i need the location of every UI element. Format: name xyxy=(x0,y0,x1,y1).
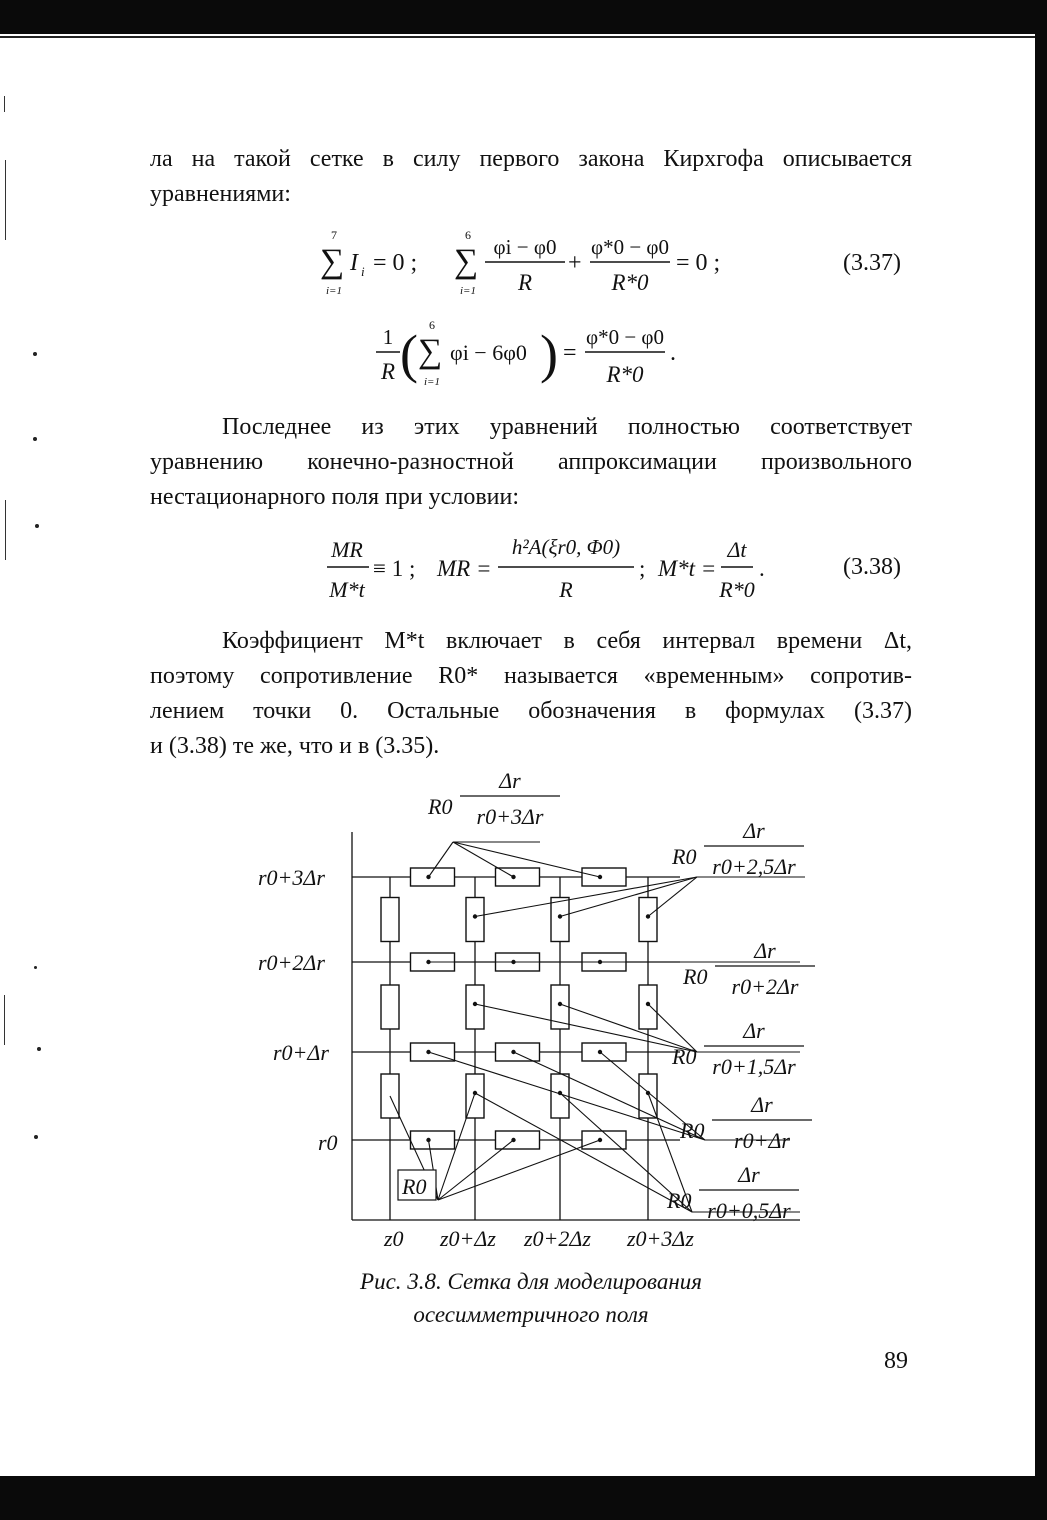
column-label: z0+3Δz xyxy=(627,1226,694,1251)
resistance-annotation xyxy=(671,1018,804,1079)
paragraph-2 xyxy=(150,410,912,515)
sum-lower-limit: i=1 xyxy=(326,285,342,297)
resistance-annotation xyxy=(682,938,815,999)
current-subscript: i xyxy=(361,264,365,279)
column-label: z0+2Δz xyxy=(524,1226,591,1251)
scan-mark xyxy=(5,160,6,240)
fraction-numerator: MR xyxy=(331,537,363,562)
resistance-annotation xyxy=(666,1162,799,1223)
paragraph-2-line-1: Последнее из этих уравнений полностью соответствует xyxy=(222,414,912,440)
resistor-horizontal xyxy=(582,1043,626,1061)
paragraph-2-line-3: нестационарного поля при условии: xyxy=(150,484,519,510)
fraction-numerator: Δt xyxy=(727,537,747,562)
annotation-numerator: Δr xyxy=(743,818,765,843)
plus-sign: + xyxy=(568,250,582,276)
mt-definition: M*t = xyxy=(658,556,717,581)
scan-speck xyxy=(33,437,37,441)
annotation-leader xyxy=(560,877,697,917)
scan-mark xyxy=(5,500,6,560)
annotation-denominator: r0+2Δr xyxy=(731,974,799,999)
annotation-numerator: Δr xyxy=(754,938,776,963)
resistance-annotation xyxy=(427,768,560,829)
annotation-numerator: Δr xyxy=(499,768,521,793)
resistance-annotation xyxy=(671,818,804,879)
page-number: 89 xyxy=(884,1348,908,1374)
resistor-vertical xyxy=(639,985,657,1029)
resistors xyxy=(381,868,657,1149)
paren-close: ) xyxy=(540,324,558,384)
annotation-numerator: Δr xyxy=(743,1018,765,1043)
column-label: z0+Δz xyxy=(440,1226,496,1251)
paragraph-3-line-1: Коэффициент M*t включает в себя интервал времени Δt, xyxy=(222,628,912,654)
sum-sign: ∑ xyxy=(320,243,345,280)
sum-body: φi − 6φ0 xyxy=(450,340,527,365)
paragraph-1-line-2: уравнениями: xyxy=(150,181,291,207)
resistance-annotation xyxy=(679,1092,812,1153)
sum-sign: ∑ xyxy=(418,333,443,370)
annotation-prefix: R0 xyxy=(672,1044,697,1069)
row-label: r0+2Δr xyxy=(258,950,325,975)
equation-number: (3.38) xyxy=(843,554,901,580)
caption-line-1: Рис. 3.8. Сетка для моделирования xyxy=(360,1269,702,1294)
resistor-horizontal xyxy=(411,1131,455,1149)
annotation-leader xyxy=(648,877,697,917)
sum-lower-limit: i=1 xyxy=(460,285,476,297)
equals-zero: = 0 ; xyxy=(676,250,721,276)
equals-sign: = xyxy=(563,340,577,366)
annotation-denominator: r0+0,5Δr xyxy=(707,1198,791,1223)
scan-speck xyxy=(33,352,37,356)
scan-border-line xyxy=(0,36,1047,38)
period: . xyxy=(670,340,676,366)
resistor-vertical xyxy=(381,898,399,942)
fraction-numerator: h²A(ξr0, Φ0) xyxy=(511,535,621,559)
paren-open: ( xyxy=(400,324,418,384)
annotation-numerator: Δr xyxy=(751,1092,773,1117)
separator: ; xyxy=(639,556,646,581)
figure-caption xyxy=(150,1265,912,1331)
row-label: r0+Δr xyxy=(273,1040,329,1065)
scan-mark xyxy=(4,96,5,112)
resistor-vertical xyxy=(551,898,569,942)
paragraph-3-line-4: и (3.38) те же, что и в (3.35). xyxy=(150,733,440,759)
fraction-numerator: φ*0 − φ0 xyxy=(590,235,670,259)
annotation-prefix: R0 xyxy=(672,844,697,869)
annotation-denominator: r0+Δr xyxy=(734,1128,790,1153)
resistor-vertical xyxy=(466,985,484,1029)
grid-figure xyxy=(0,760,1047,1260)
figure-labels xyxy=(258,768,815,1251)
annotation-leader xyxy=(453,842,514,877)
annotation-numerator: Δr xyxy=(738,1162,760,1187)
annotation-denominator: r0+1,5Δr xyxy=(712,1054,796,1079)
resistor-vertical xyxy=(639,898,657,942)
annotation-prefix: R0 xyxy=(428,794,453,819)
r0-label: R0 xyxy=(402,1174,427,1199)
paragraph-3 xyxy=(150,624,912,764)
fraction-denominator: M*t xyxy=(329,577,365,602)
fraction-denominator: R*0 xyxy=(719,577,755,602)
fraction-numerator: 1 xyxy=(382,325,394,349)
annotation-denominator: r0+2,5Δr xyxy=(712,854,796,879)
identity-one: ≡ 1 ; xyxy=(373,556,416,581)
annotation-denominator: r0+3Δr xyxy=(476,804,544,829)
sum-upper-limit: 6 xyxy=(465,228,471,242)
resistor-horizontal xyxy=(496,1043,540,1061)
resistor-vertical xyxy=(381,985,399,1029)
resistor-horizontal xyxy=(582,868,626,886)
annotation-prefix: R0 xyxy=(667,1188,692,1213)
row-label: r0 xyxy=(318,1130,338,1155)
equation-3-38 xyxy=(325,524,795,614)
fraction-denominator: R xyxy=(559,577,573,602)
current-symbol: I xyxy=(350,250,358,276)
resistor-horizontal xyxy=(496,1131,540,1149)
paragraph-3-line-3: лением точки 0. Остальные обозначения в формулах (3.37) xyxy=(150,698,912,724)
equation-3-37 xyxy=(320,222,760,402)
annotation-prefix: R0 xyxy=(680,1118,705,1143)
paragraph-3-line-2: поэтому сопротивление R0* называется «временным» сопротив- xyxy=(150,663,912,689)
fraction-numerator: φi − φ0 xyxy=(493,235,557,259)
sum-sign: ∑ xyxy=(454,243,479,280)
fraction-denominator: R xyxy=(380,359,396,384)
mr-definition: MR = xyxy=(437,556,492,581)
fraction-numerator: φ*0 − φ0 xyxy=(585,325,665,349)
sum-upper-limit: 7 xyxy=(331,228,337,242)
column-label: z0 xyxy=(384,1226,404,1251)
scan-speck xyxy=(35,524,39,528)
fraction-denominator: R xyxy=(517,270,533,295)
sum-upper-limit: 6 xyxy=(429,318,435,332)
equation-number: (3.37) xyxy=(843,250,901,276)
row-label: r0+3Δr xyxy=(258,865,325,890)
paragraph-2-line-2: уравнению конечно-разностной аппроксимации произвольного xyxy=(150,449,912,475)
caption-line-2: осесимметричного поля xyxy=(413,1302,649,1327)
equals-zero: = 0 ; xyxy=(373,250,418,276)
resistor-vertical xyxy=(466,898,484,942)
fraction-denominator: R*0 xyxy=(611,270,649,295)
sum-lower-limit: i=1 xyxy=(424,376,440,388)
scan-border-top xyxy=(0,0,1047,34)
fraction-denominator: R*0 xyxy=(606,362,644,387)
scan-border-bottom xyxy=(0,1476,1047,1520)
period: . xyxy=(759,556,765,581)
paragraph-1 xyxy=(150,142,912,212)
paragraph-1-line-1: ла на такой сетке в силу первого закона Кирхгофа описывается xyxy=(150,146,912,172)
annotation-leader xyxy=(475,1093,692,1212)
annotation-prefix: R0 xyxy=(683,964,708,989)
